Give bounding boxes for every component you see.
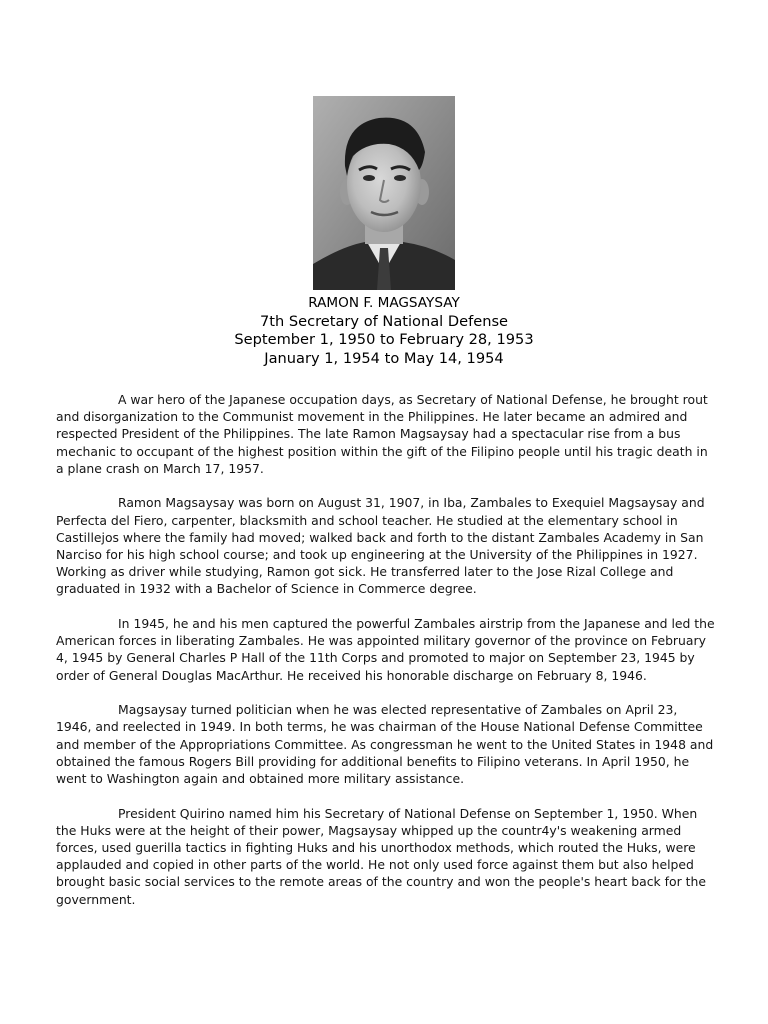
- document-heading: [0, 294, 768, 368]
- portrait-icon: [313, 96, 455, 290]
- paragraph-war-service: In 1945, he and his men captured the powerful Zambales airstrip from the Japanese and led the American forces in liberating Zambales. He was appointed military governor of the province on February 4, 1945 by General Charles P Hall of the 11th Corps and promoted to major on September 23, 1945 by order of General Douglas MacArthur. He received his honorable discharge on February 8, 1946.: [56, 616, 715, 683]
- position-title: 7th Secretary of National Defense: [259, 312, 509, 330]
- portrait-photo: [313, 96, 455, 290]
- term-of-office-2: January 1, 1954 to May 14, 1954: [264, 349, 504, 367]
- paragraph-congress: Magsaysay turned politician when he was elected representative of Zambales on April 23, 1946, and reelected in 1949. In both terms, he was chairman of the House National Defense Committee and member of the Appropriations Committee. As congressman he went to the United States in 1948 and obtained the famous Rogers Bill providing for additional benefits to Filipino veterans. In April 1950, he went to Washington again and obtained more military assistance.: [56, 702, 714, 787]
- paragraph-defense-secretary: President Quirino named him his Secretary of National Defense on September 1, 1950. When the Huks were at the height of their power, Magsaysay whipped up the countr4y's weakening armed forces, used guerilla tactics in fighting Huks and his unorthodox methods, which routed the Huks, were applauded and copied in other parts of the world. He not only used force against them but also helped brought basic social services to the remote areas of the country and won the people's heart back for the government.: [56, 805, 706, 907]
- term-of-office-1: September 1, 1950 to February 28, 1953: [234, 331, 534, 348]
- biography-text: [56, 391, 716, 925]
- paragraph-early-life: Ramon Magsaysay was born on August 31, 1907, in Iba, Zambales to Exequiel Magsaysay and Perfecta del Fiero, carpenter, blacksmith and school teacher. He studied at the elementary school in Castillejos where the family had moved; walked back and forth to the distant Zambales Academy in San Narciso for his high school course; and took up engineering at the University of the Philippines in 1927. Working as driver while studying, Ramon got sick. He transferred later to the Jose Rizal College and graduated in 1932 with a Bachelor of Science in Commerce degree.: [56, 495, 705, 597]
- paragraph-intro: A war hero of the Japanese occupation days, as Secretary of National Defense, he brought rout and disorganization to the Communist movement in the Philippines. He later became an admired and respected President of the Philippines. The late Ramon Magsaysay had a spectacular rise from a bus mechanic to occupant of the highest position within the gift of the Filipino people until his tragic death in a plane crash on March 17, 1957.: [56, 392, 708, 476]
- person-name: RAMON F. MAGSAYSAY: [308, 295, 460, 311]
